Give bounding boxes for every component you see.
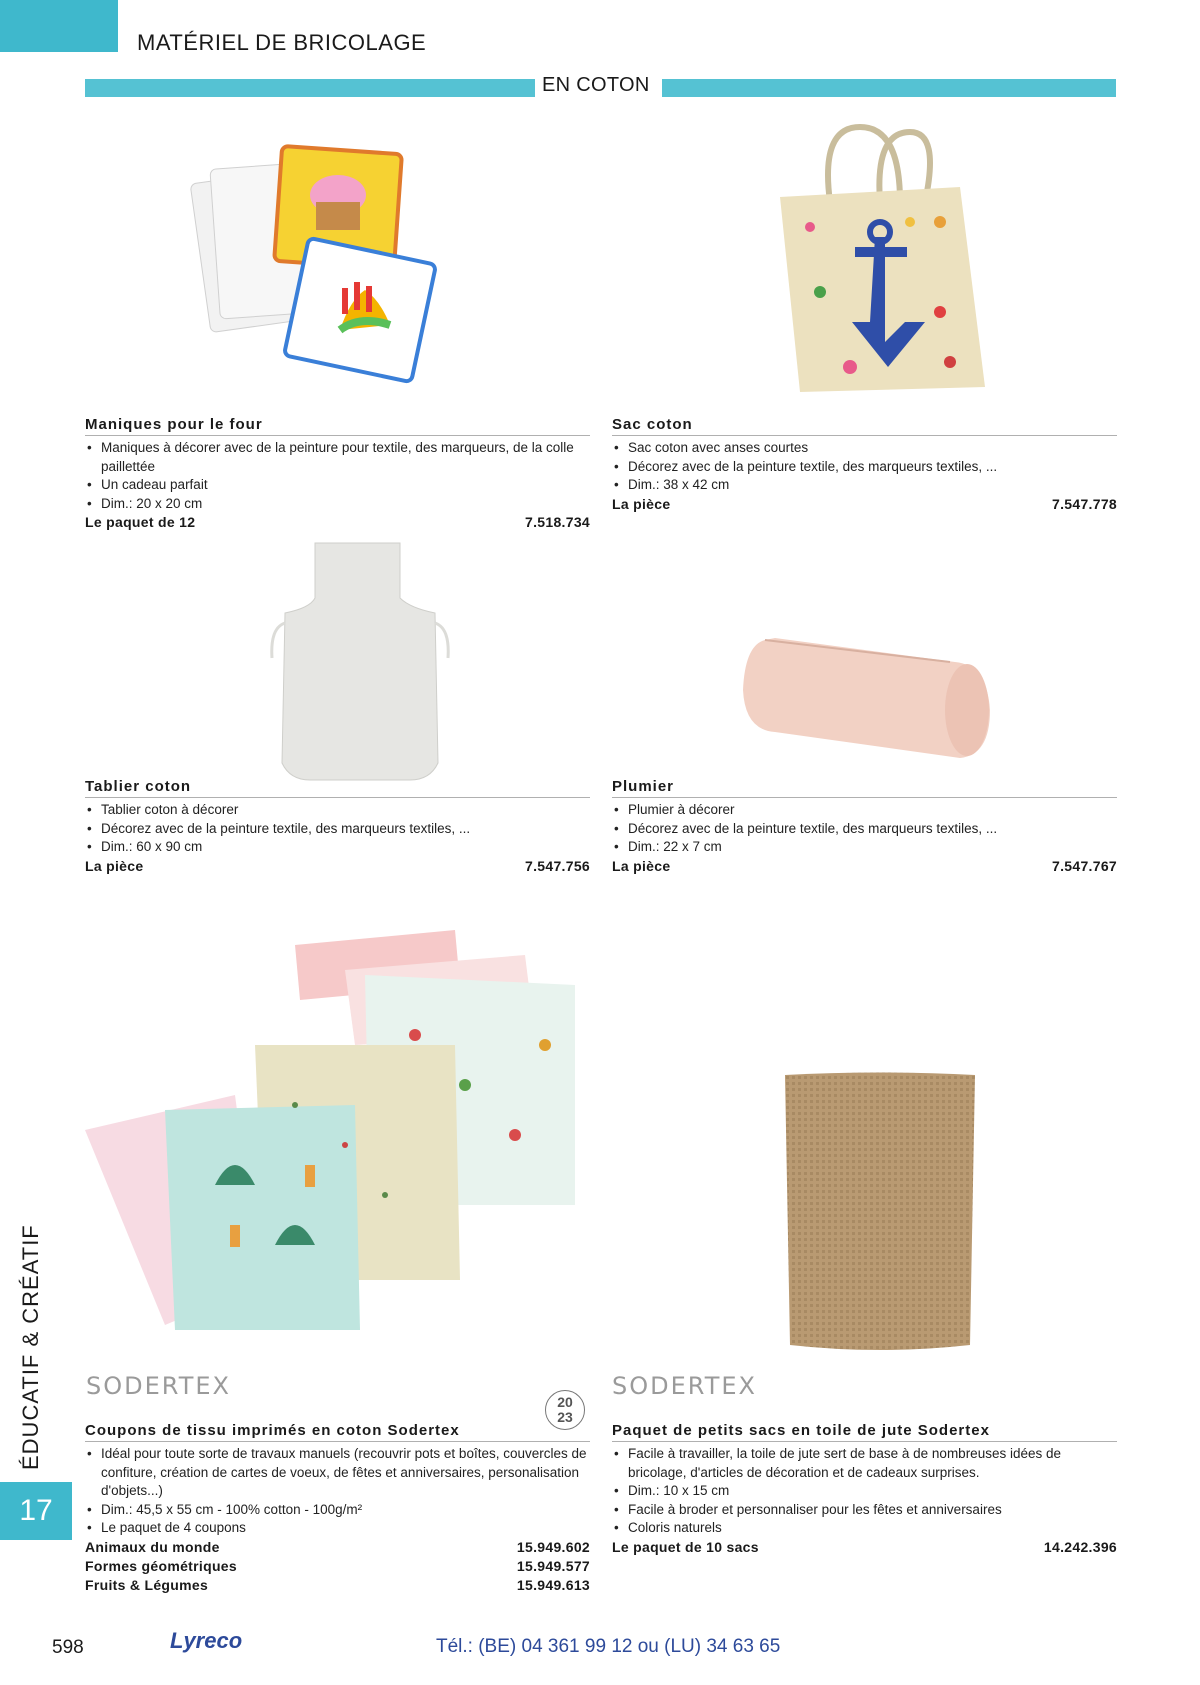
order-code: 7.547.756 bbox=[525, 857, 590, 874]
product-coupons bbox=[85, 1422, 590, 1595]
order-label: Formes géométriques bbox=[85, 1557, 237, 1574]
order-label: La pièce bbox=[612, 495, 671, 512]
product-order-row bbox=[85, 1538, 590, 1557]
product-bullets bbox=[612, 801, 1117, 857]
order-code: 15.949.602 bbox=[516, 1538, 590, 1555]
product-bullet: • Tablier coton à décorer bbox=[85, 801, 590, 820]
section-label: EN COTON bbox=[542, 74, 650, 96]
section-bar-left bbox=[85, 79, 535, 97]
chapter-number: 17 bbox=[0, 1482, 72, 1540]
corner-tab bbox=[0, 0, 118, 52]
footer-telephone: Tél.: (BE) 04 361 99 12 ou (LU) 34 63 65 bbox=[436, 1636, 781, 1657]
product-title: Plumier bbox=[612, 778, 1117, 798]
sodertex-logo: SODERTEX bbox=[86, 1372, 231, 1400]
product-title: Coupons de tissu imprimés en coton Sodertex bbox=[85, 1422, 590, 1442]
product-bullet: • Dim.: 45,5 x 55 cm - 100% cotton - 100g/m² bbox=[85, 1501, 590, 1520]
product-bullet: • Dim.: 20 x 20 cm bbox=[85, 495, 590, 514]
product-bullet: • Le paquet de 4 coupons bbox=[85, 1519, 590, 1538]
product-bullet: • Décorez avec de la peinture textile, des marqueurs textiles, ... bbox=[612, 458, 1117, 477]
product-title: Sac coton bbox=[612, 416, 1117, 436]
product-order-row bbox=[612, 857, 1117, 876]
product-sac-coton bbox=[612, 416, 1117, 514]
pencil-case-image bbox=[735, 620, 995, 765]
product-plumier bbox=[612, 778, 1117, 876]
order-code: 15.949.613 bbox=[516, 1576, 590, 1593]
product-bullet: • Dim.: 38 x 42 cm bbox=[612, 476, 1117, 495]
product-bullet: • Plumier à décorer bbox=[612, 801, 1117, 820]
order-label: La pièce bbox=[612, 857, 671, 874]
product-maniques bbox=[85, 416, 590, 532]
product-bullet: • Idéal pour toute sorte de travaux manuels (recouvrir pots et boîtes, couvercles de confiture, création de cartes de voeux, de fêtes et anniversaires, personalisation d'objets...) bbox=[85, 1445, 590, 1501]
product-bullets bbox=[612, 1445, 1117, 1538]
order-code: 7.518.734 bbox=[525, 514, 590, 530]
product-bullet: • Décorez avec de la peinture textile, des marqueurs textiles, ... bbox=[612, 820, 1117, 839]
product-bullet: • Coloris naturels bbox=[612, 1519, 1117, 1538]
sodertex-logo: SODERTEX bbox=[612, 1372, 757, 1400]
product-order-row bbox=[85, 857, 590, 876]
product-bullet: • Dim.: 60 x 90 cm bbox=[85, 838, 590, 857]
section-bar-right bbox=[662, 79, 1116, 97]
jute-bag-image bbox=[780, 1070, 980, 1355]
product-sacs-jute bbox=[612, 1422, 1117, 1557]
order-code: 7.547.778 bbox=[1052, 495, 1117, 512]
lyreco-logo: Lyreco bbox=[170, 1628, 243, 1653]
order-label: Animaux du monde bbox=[85, 1538, 220, 1555]
product-bullet: • Sac coton avec anses courtes bbox=[612, 439, 1117, 458]
badge-bottom: 23 bbox=[557, 1409, 573, 1425]
product-bullet: • Dim.: 10 x 15 cm bbox=[612, 1482, 1117, 1501]
product-order-row bbox=[85, 1557, 590, 1576]
fabric-coupons-image bbox=[85, 925, 585, 1345]
apron-image bbox=[270, 538, 450, 783]
tote-bag-image bbox=[760, 122, 1000, 394]
page-number: 598 bbox=[52, 1637, 84, 1658]
order-label: La pièce bbox=[85, 857, 144, 874]
product-order-row bbox=[85, 513, 590, 532]
product-bullet: • Maniques à décorer avec de la peinture pour textile, des marqueurs, de la colle paillettée bbox=[85, 439, 590, 476]
badge-top: 20 bbox=[557, 1394, 573, 1410]
product-title: Maniques pour le four bbox=[85, 416, 590, 436]
product-bullets bbox=[612, 439, 1117, 495]
product-bullets bbox=[85, 801, 590, 857]
product-bullet: • Un cadeau parfait bbox=[85, 476, 590, 495]
order-code: 7.547.767 bbox=[1052, 857, 1117, 874]
order-label: Le paquet de 12 bbox=[85, 514, 196, 530]
order-code: 14.242.396 bbox=[1043, 1538, 1117, 1555]
order-label: Fruits & Légumes bbox=[85, 1576, 209, 1593]
product-tablier bbox=[85, 778, 590, 876]
product-bullet: • Dim.: 22 x 7 cm bbox=[612, 838, 1117, 857]
product-bullet: • Facile à travailler, la toile de jute sert de base à de nombreuses idées de bricolage, d'articles de décoration et de cadeaux surprises. bbox=[612, 1445, 1117, 1482]
page-title: MATÉRIEL DE BRICOLAGE bbox=[137, 30, 427, 55]
product-bullets bbox=[85, 1445, 590, 1538]
order-code: 15.949.577 bbox=[516, 1557, 590, 1574]
product-title: Paquet de petits sacs en toile de jute Sodertex bbox=[612, 1422, 1117, 1442]
product-order-row bbox=[612, 495, 1117, 514]
potholders-image bbox=[190, 140, 460, 390]
product-bullet: • Facile à broder et personnaliser pour les fêtes et anniversaires bbox=[612, 1501, 1117, 1520]
category-side-label: ÉDUCATIF & CRÉATIF bbox=[18, 1224, 43, 1470]
order-label: Le paquet de 10 sacs bbox=[612, 1538, 759, 1555]
product-bullet: • Décorez avec de la peinture textile, des marqueurs textiles, ... bbox=[85, 820, 590, 839]
product-title: Tablier coton bbox=[85, 778, 590, 798]
product-order-row bbox=[85, 1576, 590, 1595]
product-order-row bbox=[612, 1538, 1117, 1557]
product-bullets bbox=[85, 439, 590, 513]
